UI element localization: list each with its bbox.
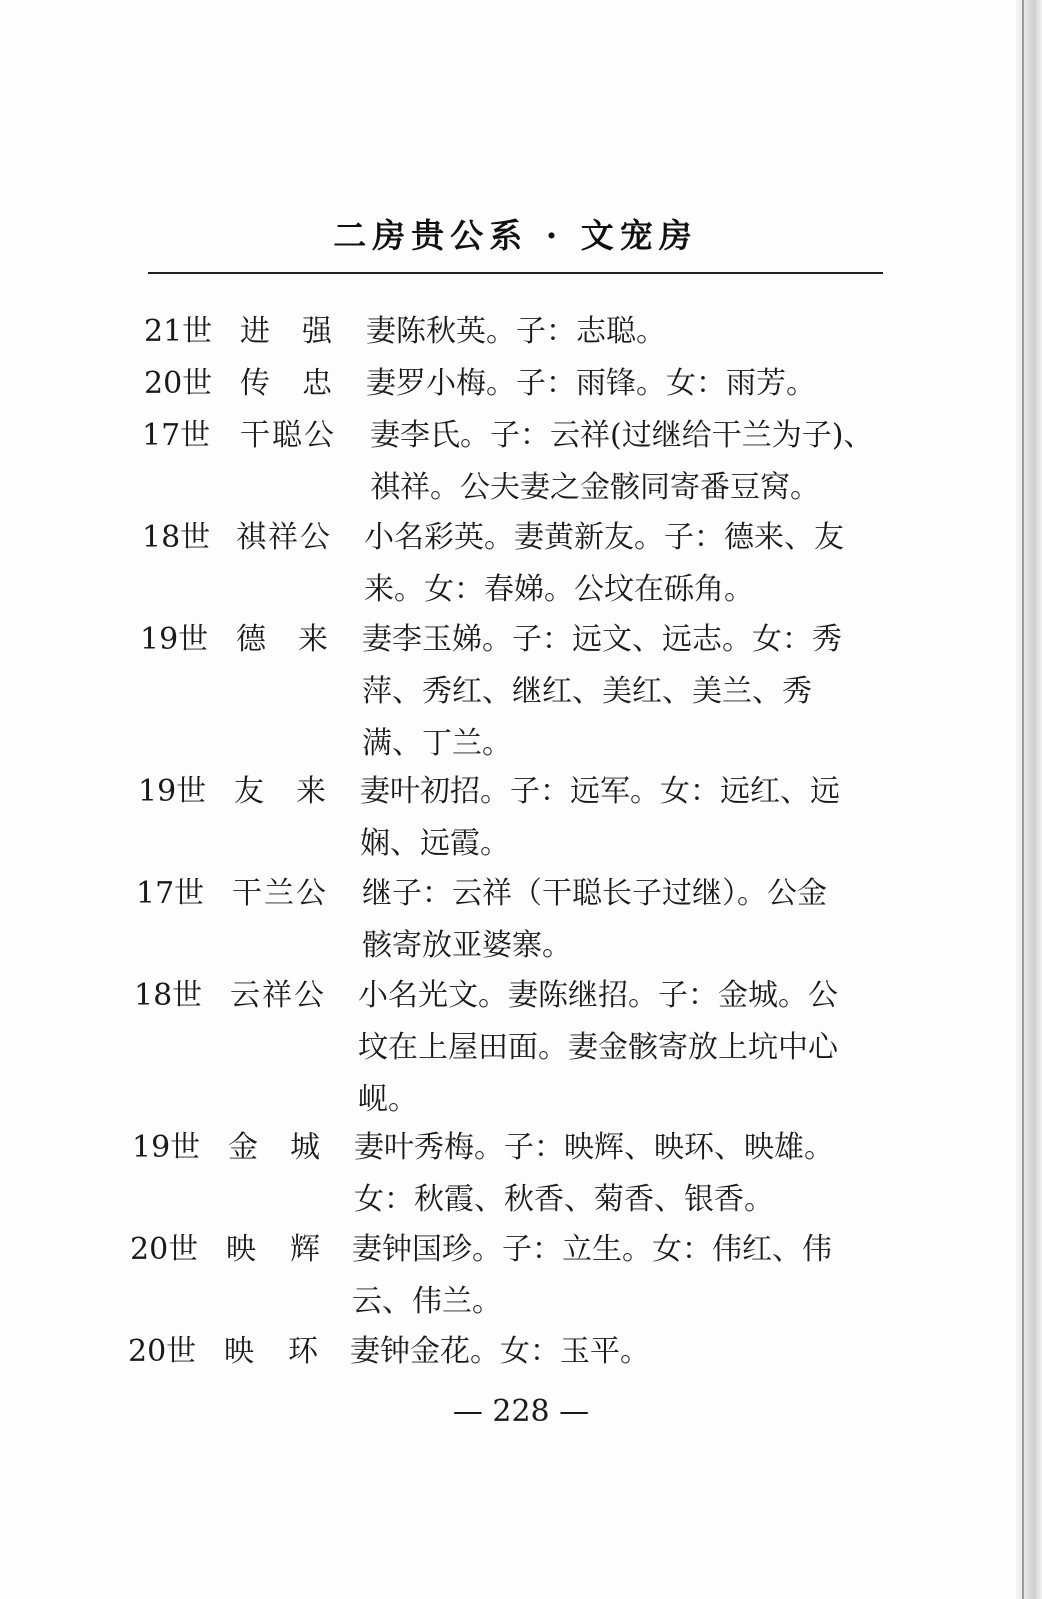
entry-text — [362, 614, 842, 770]
entry-text-line: 娴、远霞。 — [360, 826, 510, 861]
entry-text-line: 骸寄放亚婆寨。 — [362, 928, 572, 963]
page-edge-line — [1022, 0, 1024, 1599]
entry-text-line: 小名光文。妻陈继招。子：金城。公 — [358, 978, 838, 1013]
page-number: — 228 — — [452, 1394, 590, 1429]
entry-text-line: 妻罗小梅。子：雨锋。女：雨芳。 — [366, 366, 816, 401]
generation-label: 19世 — [132, 1130, 201, 1165]
person-name: 干兰公 — [232, 876, 326, 911]
entry-text — [362, 868, 827, 972]
entry-text-line: 妻钟国珍。子：立生。女：伟红、伟 — [352, 1232, 832, 1267]
running-head-title: 二房贵公系 · 文宠房 — [333, 216, 698, 255]
entry-text-line: 岘。 — [358, 1082, 418, 1117]
entry-text-line: 妻钟金花。女：玉平。 — [350, 1334, 650, 1369]
entry-text-line: 妻陈秋英。子：志聪。 — [366, 314, 666, 349]
person-name: 映 辉 — [226, 1232, 320, 1267]
entry-text-line: 来。女：春娣。公坟在砾角。 — [364, 572, 754, 607]
generation-label: 18世 — [142, 520, 211, 555]
generation-label: 17世 — [136, 876, 205, 911]
entry-text-line: 满、丁兰。 — [362, 726, 512, 761]
person-name: 进 强 — [240, 314, 332, 349]
person-name: 干聪公 — [240, 418, 334, 453]
entry-text-line: 坟在上屋田面。妻金骸寄放上坑中心 — [358, 1030, 838, 1065]
entry-text — [364, 512, 844, 616]
entry-text — [360, 766, 840, 870]
entry-text — [358, 970, 838, 1126]
person-name: 云祥公 — [230, 978, 324, 1013]
generation-label: 20世 — [144, 366, 213, 401]
person-name: 金 城 — [228, 1130, 320, 1165]
generation-label: 19世 — [140, 622, 209, 657]
entry-text-line: 妻李氏。子：云祥(过继给干兰为子)、 — [370, 418, 874, 453]
page-edge-shadow — [1016, 0, 1042, 1599]
person-name: 祺祥公 — [236, 520, 330, 555]
person-name: 友 来 — [234, 774, 326, 809]
entry-text — [350, 1326, 650, 1378]
entry-text-line: 云、伟兰。 — [352, 1284, 502, 1319]
header-rule — [148, 272, 883, 274]
generation-label: 17世 — [142, 418, 211, 453]
entry-text — [366, 358, 816, 410]
generation-label: 18世 — [134, 978, 203, 1013]
entry-text — [366, 306, 666, 358]
entry-text — [370, 410, 873, 514]
person-name: 传 忠 — [240, 366, 332, 401]
generation-label: 21世 — [144, 314, 213, 349]
entry-text-line: 女：秋霞、秋香、菊香、银香。 — [354, 1182, 774, 1217]
entry-text-line: 祺祥。公夫妻之金骸同寄番豆窝。 — [370, 470, 820, 505]
entry-text-line: 萍、秀红、继红、美红、美兰、秀 — [362, 674, 812, 709]
generation-label: 20世 — [130, 1232, 199, 1267]
person-name: 德 来 — [236, 622, 328, 657]
entry-text — [354, 1122, 834, 1226]
entry-text-line: 继子：云祥（干聪长子过继）。公金 — [362, 876, 827, 911]
entry-text-line: 妻李玉娣。子：远文、远志。女：秀 — [362, 622, 842, 657]
entry-text-line: 小名彩英。妻黄新友。子：德来、友 — [364, 520, 844, 555]
entry-text — [352, 1224, 832, 1328]
person-name: 映 环 — [224, 1334, 318, 1369]
generation-label: 20世 — [128, 1334, 197, 1369]
entry-text-line: 妻叶初招。子：远军。女：远红、远 — [360, 774, 840, 809]
generation-label: 19世 — [138, 774, 207, 809]
entry-text-line: 妻叶秀梅。子：映辉、映环、映雄。 — [354, 1130, 834, 1165]
